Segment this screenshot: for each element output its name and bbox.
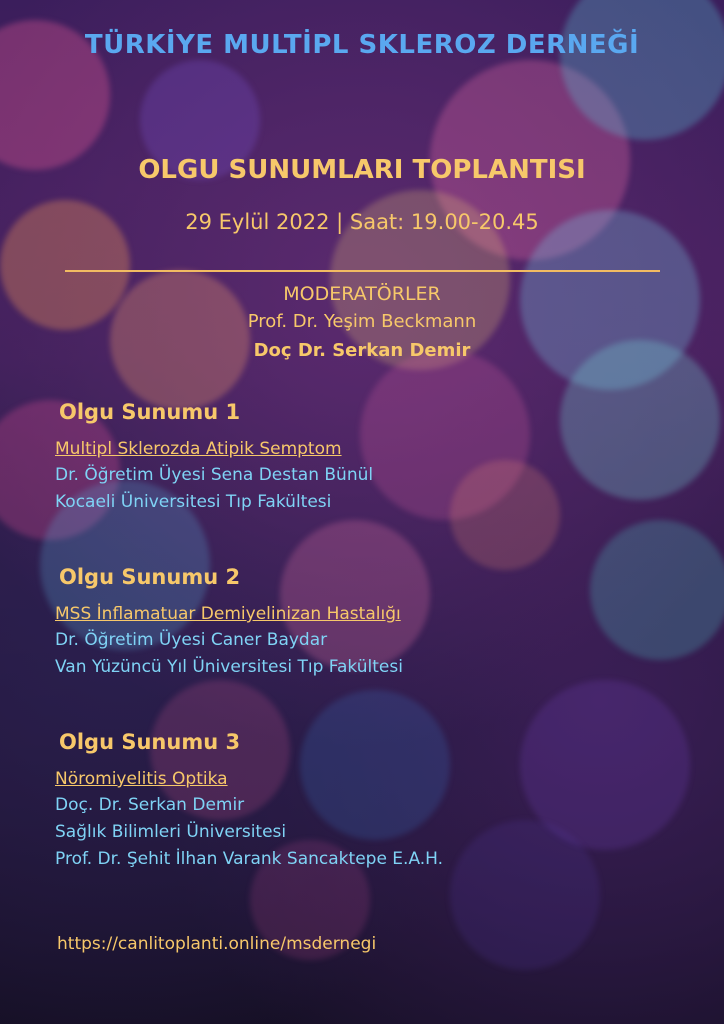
organization-title: TÜRKİYE MULTİPL SKLEROZ DERNEĞİ — [84, 30, 640, 60]
divider — [65, 270, 660, 272]
moderators-heading: MODERATÖRLER — [283, 283, 441, 305]
case-presentation-3 — [55, 730, 675, 873]
case-topic: Multipl Sklerozda Atipik Semptom — [55, 439, 342, 459]
presenter-name: Dr. Öğretim Üyesi Caner Baydar — [55, 630, 328, 650]
presenter-institution: Sağlık Bilimleri Üniversitesi — [55, 822, 287, 842]
moderator-name: Prof. Dr. Yeşim Beckmann — [247, 311, 477, 332]
meeting-link[interactable]: https://canlitoplanti.online/msdernegi — [57, 934, 377, 954]
presenter-institution: Van Yüzüncü Yıl Üniversitesi Tıp Fakültesi — [55, 657, 403, 677]
moderator-name: Doç Dr. Serkan Demir — [253, 340, 471, 361]
case-heading: Olgu Sunumu 3 — [59, 730, 241, 754]
case-topic: Nöromiyelitis Optika — [55, 769, 228, 789]
presenter-name: Dr. Öğretim Üyesi Sena Destan Bünül — [55, 465, 374, 485]
case-topic: MSS İnflamatuar Demiyelinizan Hastalığı — [55, 604, 401, 624]
case-presentation-2 — [55, 565, 675, 681]
presenter-hospital: Prof. Dr. Şehit İlhan Varank Sancaktepe E.A.H. — [55, 849, 444, 869]
presenter-name: Doç. Dr. Serkan Demir — [55, 795, 245, 815]
case-heading: Olgu Sunumu 1 — [59, 400, 241, 424]
presenter-institution: Kocaeli Üniversitesi Tıp Fakültesi — [55, 492, 332, 512]
event-title: OLGU SUNUMLARI TOPLANTISI — [138, 155, 586, 185]
case-presentation-1 — [55, 400, 675, 516]
case-heading: Olgu Sunumu 2 — [59, 565, 241, 589]
event-date-time: 29 Eylül 2022 | Saat: 19.00-20.45 — [185, 210, 539, 234]
